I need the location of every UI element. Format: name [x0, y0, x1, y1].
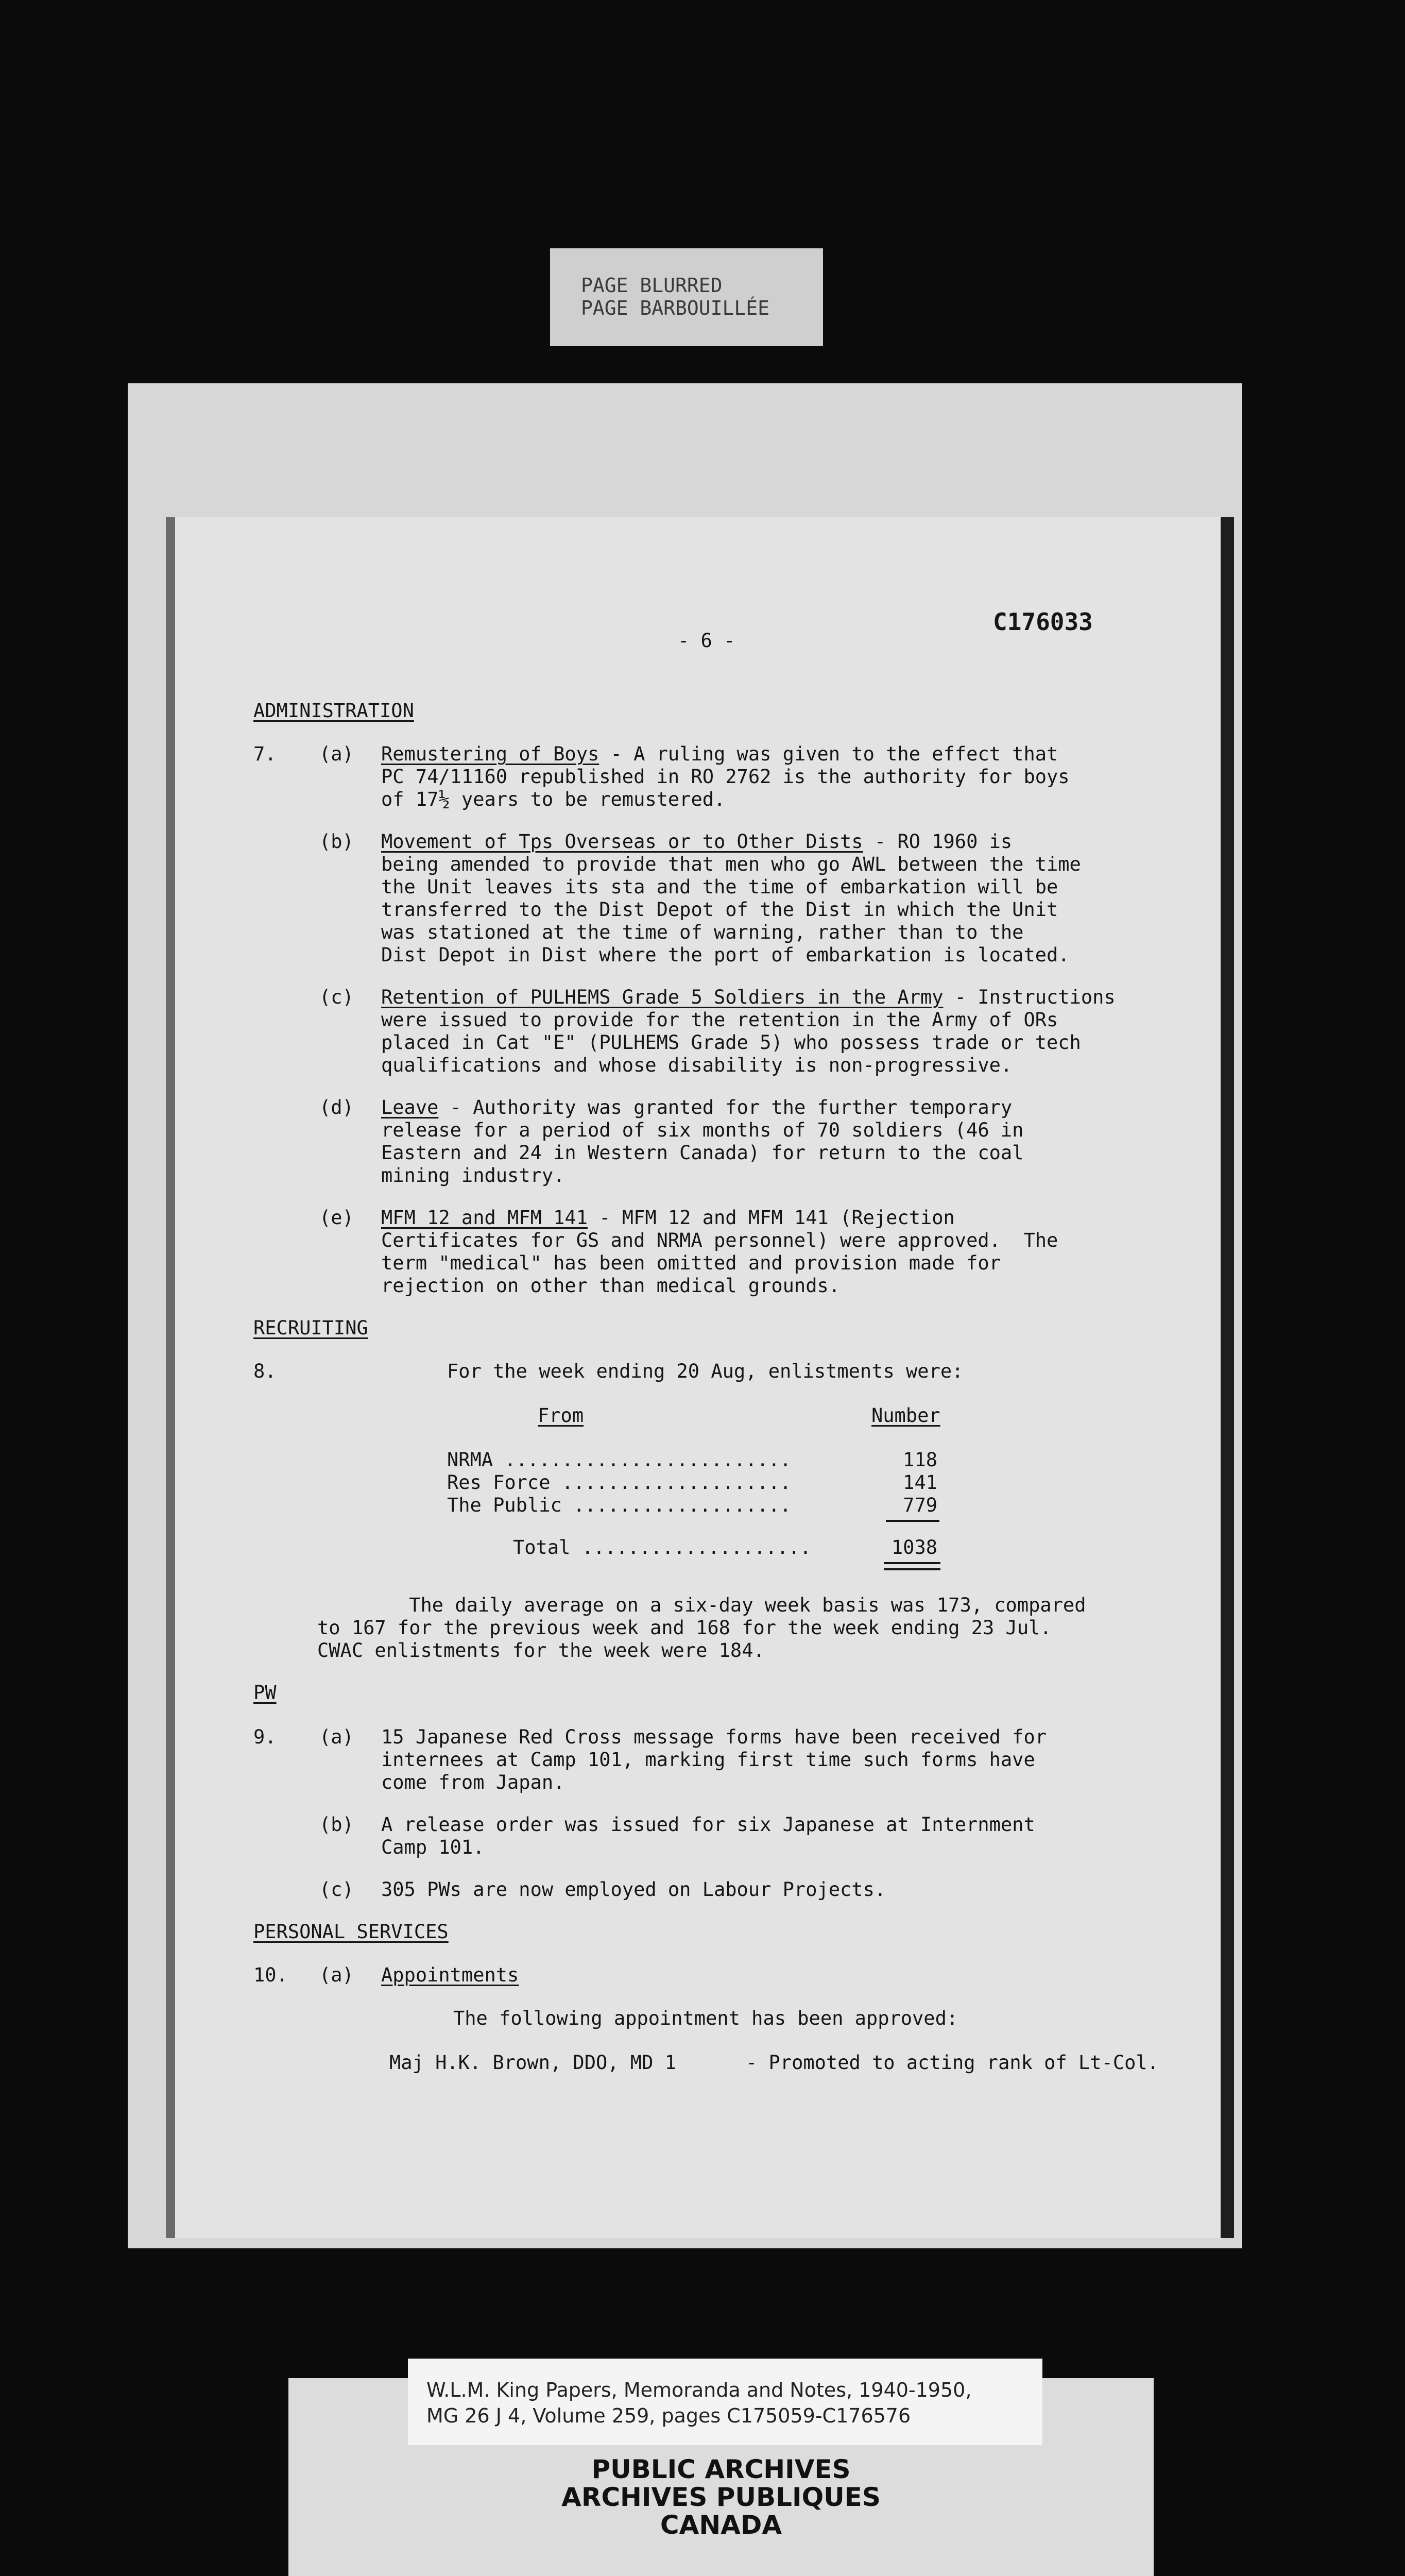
- archives-line-3: CANADA: [660, 2510, 782, 2540]
- appointments-intro: The following appointment has been approved:: [453, 2007, 958, 2029]
- item-label: (a): [319, 1726, 354, 1748]
- item-7a-first-line: Remustering of Boys - A ruling was given to the effect that: [381, 743, 1058, 765]
- item-line: transferred to the Dist Depot of the Dist in which the Unit: [381, 899, 1058, 921]
- item-title: Remustering of Boys: [381, 743, 599, 765]
- total-rule: [886, 1520, 939, 1522]
- stamp-line-1: PAGE BLURRED: [581, 274, 723, 297]
- recruiting-intro: For the week ending 20 Aug, enlistments were:: [447, 1360, 964, 1382]
- item-line: release for a period of six months of 70 soldiers (46 in: [381, 1119, 1024, 1141]
- item-line: PC 74/11160 republished in RO 2762 is the authority for boys: [381, 766, 1070, 788]
- citation-line-1: W.L.M. King Papers, Memoranda and Notes, 1940-1950,: [426, 2379, 972, 2401]
- table-total-label: Total ....................: [513, 1536, 812, 1558]
- recruiting-summary-line: to 167 for the previous week and 168 for the week ending 23 Jul.: [317, 1617, 1052, 1639]
- table-row-number: 118: [903, 1449, 937, 1471]
- item-line: Camp 101.: [381, 1836, 485, 1858]
- total-double-rule-top: [884, 1562, 940, 1564]
- item-title: Leave: [381, 1096, 439, 1118]
- para-number-10: 10.: [253, 1964, 288, 1986]
- archives-line-1: PUBLIC ARCHIVES: [591, 2454, 851, 2484]
- item-line: the Unit leaves its sta and the time of embarkation will be: [381, 876, 1058, 898]
- section-heading-recruiting: RECRUITING: [253, 1317, 368, 1339]
- table-header-number: Number: [871, 1404, 940, 1427]
- appointment-name: Maj H.K. Brown, DDO, MD 1: [389, 2052, 676, 2074]
- item-label: (b): [319, 1814, 354, 1836]
- item-line: mining industry.: [381, 1164, 565, 1187]
- item-label: (e): [319, 1207, 354, 1229]
- table-row-from: Res Force ....................: [447, 1471, 792, 1494]
- item-label: (a): [319, 743, 354, 765]
- para-number-9: 9.: [253, 1726, 277, 1748]
- item-title-appointments: Appointments: [381, 1964, 519, 1986]
- table-header-from: From: [538, 1404, 584, 1427]
- item-label: (c): [319, 1878, 354, 1901]
- section-heading-pw: PW: [253, 1682, 277, 1704]
- item-line: placed in Cat "E" (PULHEMS Grade 5) who possess trade or tech: [381, 1031, 1081, 1054]
- item-line: 15 Japanese Red Cross message forms have been received for: [381, 1726, 1047, 1748]
- section-heading-personal-services: PERSONAL SERVICES: [253, 1921, 449, 1943]
- item-title: Retention of PULHEMS Grade 5 Soldiers in the Army: [381, 986, 944, 1008]
- table-row-from: NRMA .........................: [447, 1449, 792, 1471]
- para-number-8: 8.: [253, 1360, 277, 1382]
- item-7d-first-line: Leave - Authority was granted for the further temporary: [381, 1096, 1013, 1118]
- section-heading-administration: ADMINISTRATION: [253, 700, 414, 722]
- item-label: (a): [319, 1964, 354, 1986]
- table-row-number: 779: [903, 1494, 937, 1516]
- item-line: 305 PWs are now employed on Labour Projects.: [381, 1878, 886, 1901]
- item-label: (c): [319, 986, 354, 1008]
- item-line: term "medical" has been omitted and provision made for: [381, 1252, 1001, 1274]
- reference-number: C176033: [993, 608, 1093, 636]
- item-7b-first-line: Movement of Tps Overseas or to Other Dists - RO 1960 is: [381, 831, 1013, 853]
- public-archives-stamp: [288, 2455, 1154, 2539]
- table-row-from: The Public ...................: [447, 1494, 792, 1516]
- item-line: A release order was issued for six Japanese at Internment: [381, 1814, 1035, 1836]
- total-double-rule-bottom: [884, 1568, 940, 1570]
- citation-label: [408, 2359, 1042, 2445]
- item-line: Eastern and 24 in Western Canada) for return to the coal: [381, 1142, 1024, 1164]
- item-line: of 17½ years to be remustered.: [381, 788, 726, 810]
- item-line: were issued to provide for the retention in the Army of ORs: [381, 1009, 1058, 1031]
- recruiting-summary-line: The daily average on a six-day week basis was 173, compared: [317, 1594, 1086, 1616]
- appointment-action: - Promoted to acting rank of Lt-Col.: [746, 2052, 1159, 2074]
- page-number: - 6 -: [678, 630, 735, 652]
- item-line: being amended to provide that men who go AWL between the time: [381, 853, 1081, 875]
- item-title: MFM 12 and MFM 141: [381, 1207, 588, 1229]
- item-line: rejection on other than medical grounds.: [381, 1275, 841, 1297]
- item-line: was stationed at the time of warning, rather than to the: [381, 921, 1024, 943]
- para-number-7: 7.: [253, 743, 277, 765]
- item-7e-first-line: MFM 12 and MFM 141 - MFM 12 and MFM 141 (Rejection: [381, 1207, 955, 1229]
- item-line: qualifications and whose disability is non-progressive.: [381, 1054, 1013, 1076]
- archives-line-2: ARCHIVES PUBLIQUES: [561, 2482, 881, 2512]
- citation-line-2: MG 26 J 4, Volume 259, pages C175059-C176576: [426, 2404, 911, 2427]
- item-line: Dist Depot in Dist where the port of embarkation is located.: [381, 944, 1070, 966]
- item-label: (d): [319, 1096, 354, 1118]
- recruiting-summary-line: CWAC enlistments for the week were 184.: [317, 1639, 765, 1662]
- table-row-number: 141: [903, 1471, 937, 1494]
- item-line: come from Japan.: [381, 1771, 565, 1793]
- item-line: internees at Camp 101, marking first time such forms have: [381, 1749, 1035, 1771]
- stamp-line-2: PAGE BARBOUILLÉE: [581, 297, 770, 319]
- table-total-value: 1038: [891, 1536, 937, 1558]
- item-line: Certificates for GS and NRMA personnel) were approved. The: [381, 1229, 1058, 1251]
- item-title: Movement of Tps Overseas or to Other Dists: [381, 831, 863, 853]
- item-7c-first-line: Retention of PULHEMS Grade 5 Soldiers in the Army - Instructions: [381, 986, 1116, 1008]
- item-label: (b): [319, 831, 354, 853]
